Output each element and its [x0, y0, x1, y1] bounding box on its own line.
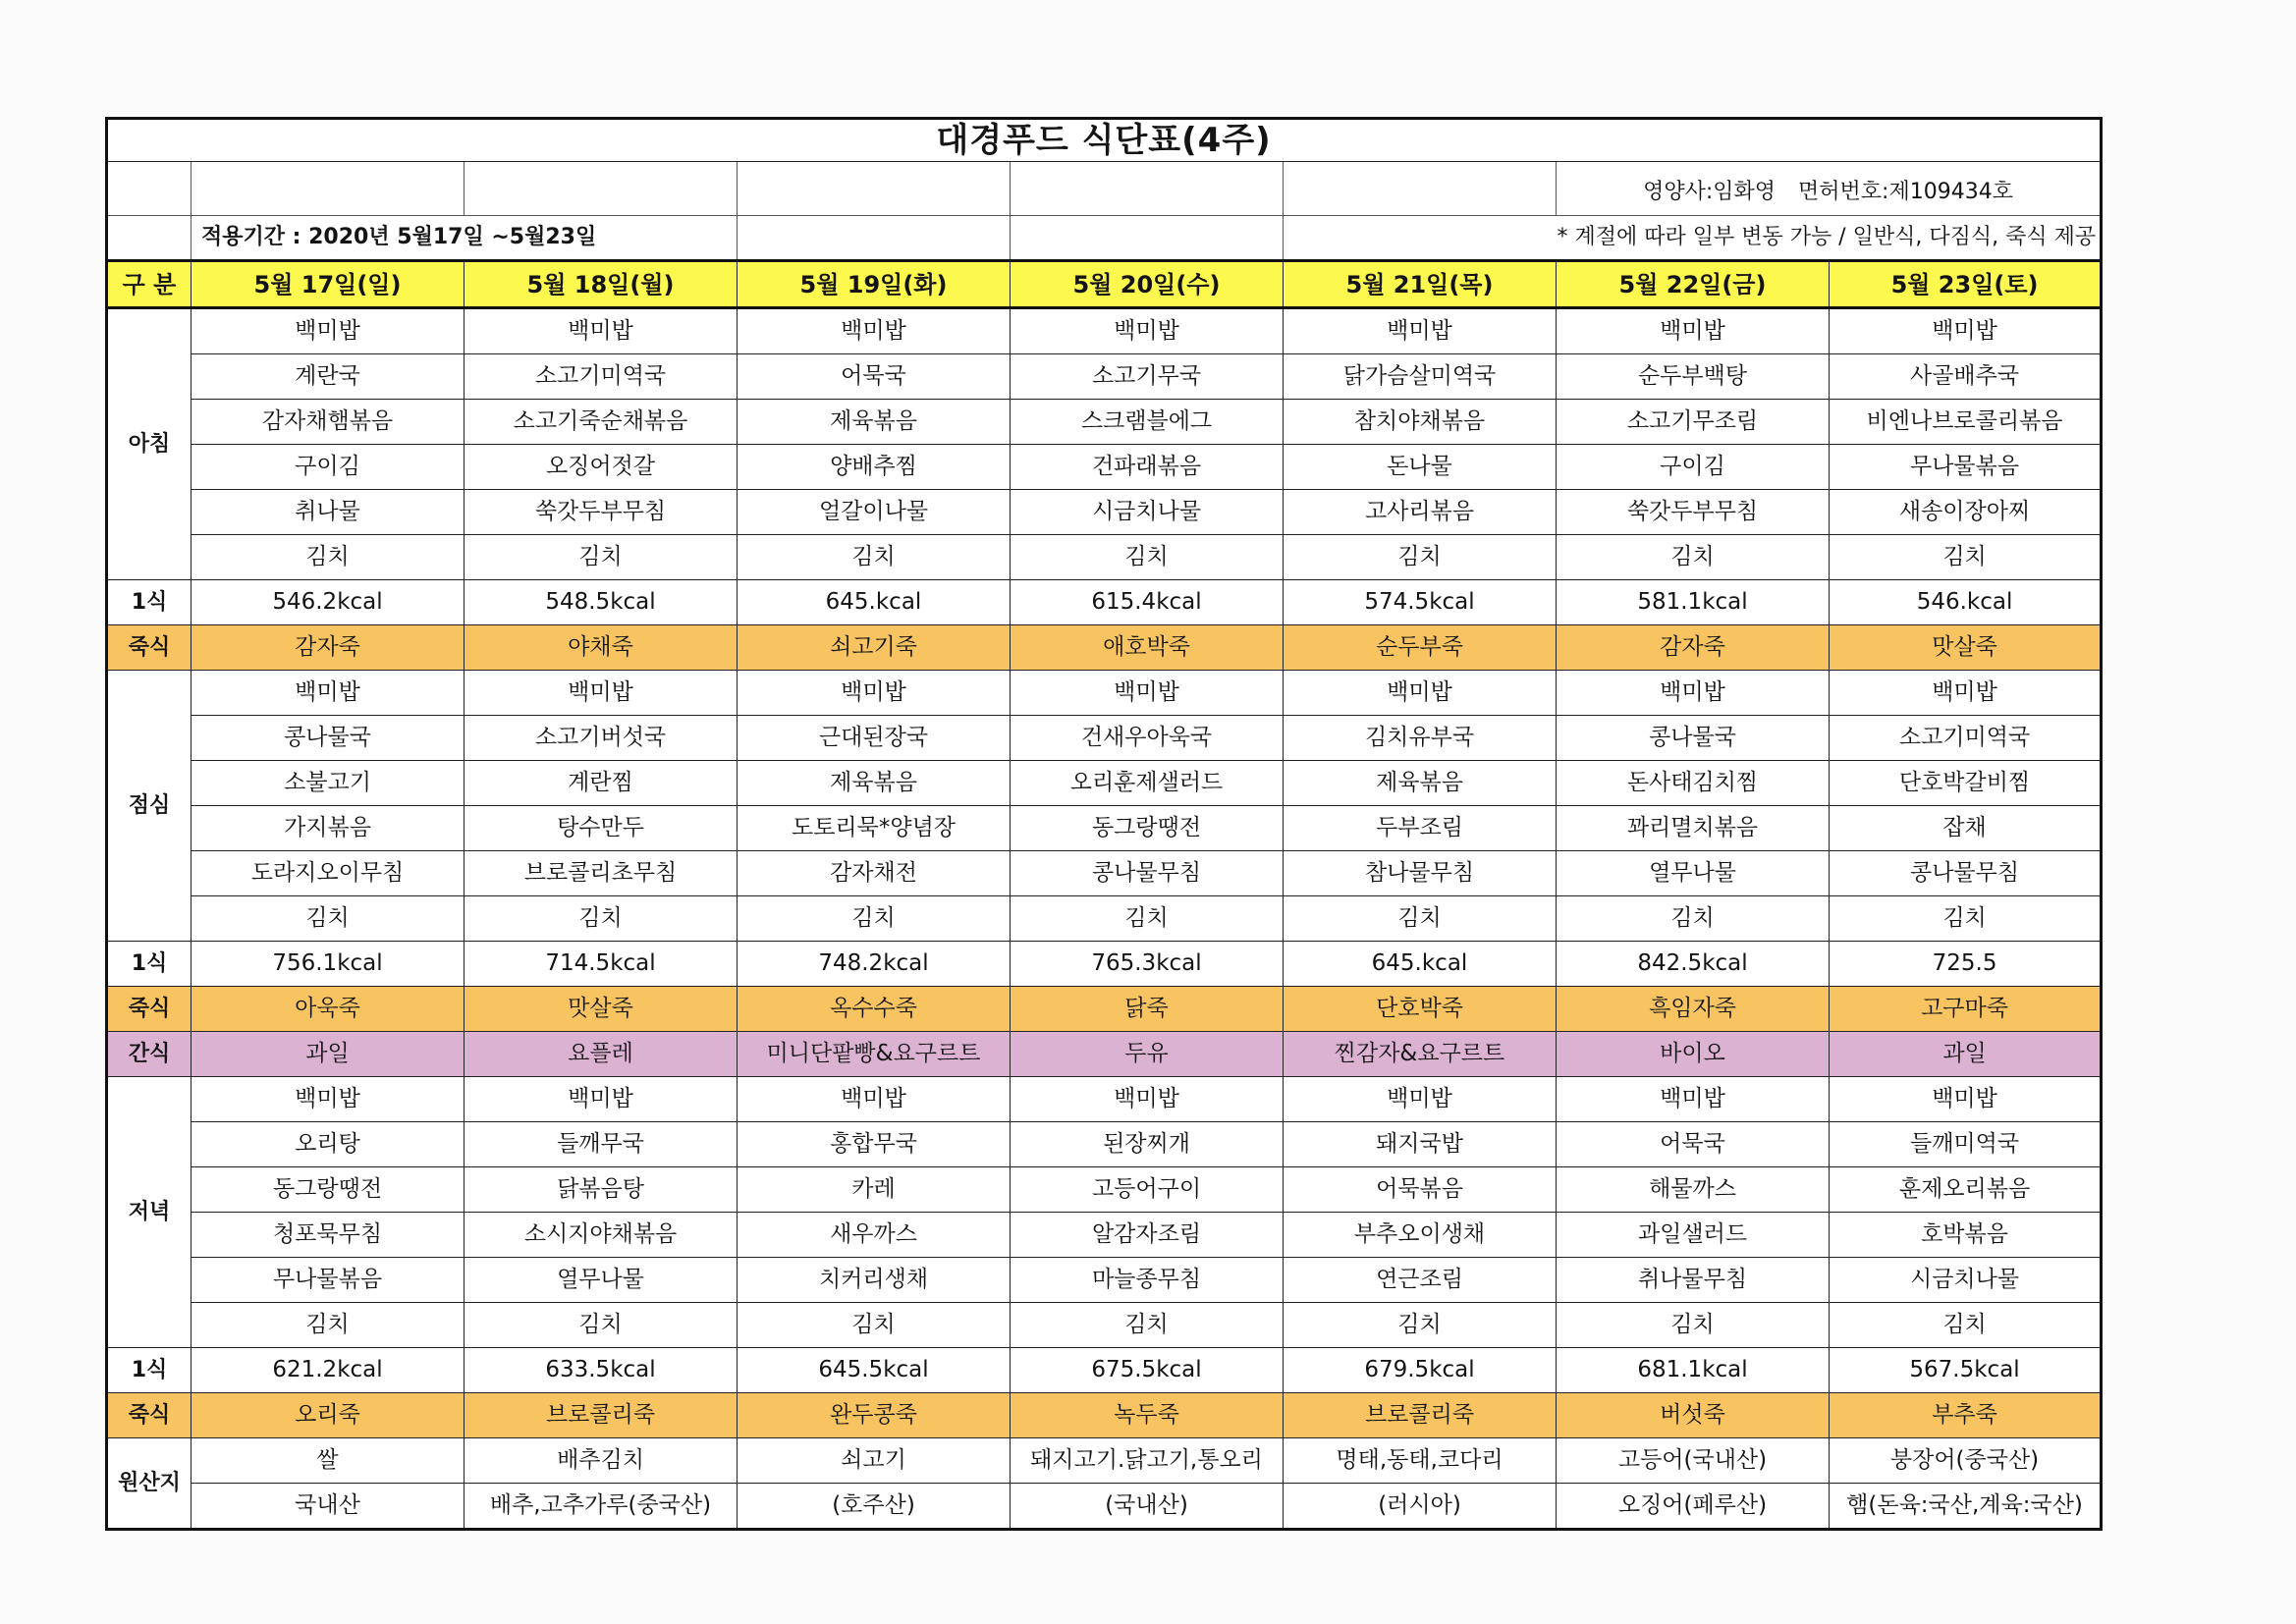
menu-cell: 쑥갓두부무침: [1557, 490, 1830, 535]
menu-cell: 닭죽: [1011, 987, 1284, 1032]
menu-cell: 고등어(국내산): [1557, 1438, 1830, 1484]
menu-row: [107, 1484, 2102, 1530]
section-label: 1식: [107, 942, 191, 987]
dietitian-info: 영양사:임화영 면허번호:제109434호: [1557, 162, 2102, 216]
menu-cell: 부추죽: [1830, 1393, 2102, 1438]
menu-cell: 들깨무국: [465, 1122, 738, 1167]
blank-cell: [1011, 162, 1284, 216]
menu-cell: 스크램블에그: [1011, 400, 1284, 445]
menu-cell: 참나물무침: [1284, 851, 1557, 896]
menu-row: [107, 535, 2102, 580]
day-header: 5월 19일(화): [738, 261, 1011, 308]
menu-cell: 브로콜리죽: [465, 1393, 738, 1438]
menu-cell: 김치: [1284, 1303, 1557, 1348]
menu-row: [107, 1122, 2102, 1167]
menu-cell: (국내산): [1011, 1484, 1284, 1530]
menu-cell: 고등어구이: [1011, 1167, 1284, 1213]
info-row-dietitian: [107, 162, 2102, 216]
menu-cell: 찐감자&요구르트: [1284, 1032, 1557, 1077]
menu-cell: 얼갈이나물: [738, 490, 1011, 535]
menu-row: [107, 716, 2102, 761]
menu-cell: 621.2kcal: [191, 1348, 465, 1393]
menu-cell: 감자죽: [191, 625, 465, 671]
menu-cell: 무나물볶음: [191, 1258, 465, 1303]
menu-cell: 탕수만두: [465, 806, 738, 851]
menu-cell: 백미밥: [1557, 1077, 1830, 1122]
menu-cell: 미니단팥빵&요구르트: [738, 1032, 1011, 1077]
menu-body: [107, 308, 2102, 1530]
menu-cell: 콩나물무침: [1011, 851, 1284, 896]
header-label: 구 분: [107, 261, 191, 308]
section-label: 1식: [107, 1348, 191, 1393]
menu-cell: 구이김: [191, 445, 465, 490]
menu-row: [107, 851, 2102, 896]
menu-row: [107, 1303, 2102, 1348]
menu-cell: 흑임자죽: [1557, 987, 1830, 1032]
menu-cell: 김치: [191, 896, 465, 942]
menu-cell: 제육볶음: [738, 400, 1011, 445]
menu-cell: 브로콜리죽: [1284, 1393, 1557, 1438]
menu-cell: (호주산): [738, 1484, 1011, 1530]
menu-cell: 김치: [465, 896, 738, 942]
menu-cell: 배추,고추가루(중국산): [465, 1484, 738, 1530]
menu-cell: 배추김치: [465, 1438, 738, 1484]
menu-cell: 546.2kcal: [191, 580, 465, 625]
menu-cell: 동그랑땡전: [1011, 806, 1284, 851]
menu-cell: 취나물: [191, 490, 465, 535]
menu-cell: 콩나물무침: [1830, 851, 2102, 896]
menu-cell: 김치: [1011, 535, 1284, 580]
menu-row: [107, 490, 2102, 535]
menu-cell: 소고기미역국: [1830, 716, 2102, 761]
menu-cell: 청포묵무침: [191, 1213, 465, 1258]
menu-cell: 백미밥: [1011, 308, 1284, 354]
menu-cell: 버섯죽: [1557, 1393, 1830, 1438]
menu-cell: 맛살죽: [1830, 625, 2102, 671]
menu-cell: 제육볶음: [738, 761, 1011, 806]
header-row: [107, 261, 2102, 308]
menu-cell: 김치: [1011, 1303, 1284, 1348]
menu-cell: 새우까스: [738, 1213, 1011, 1258]
menu-cell: 국내산: [191, 1484, 465, 1530]
menu-cell: 백미밥: [1830, 308, 2102, 354]
menu-cell: 백미밥: [191, 1077, 465, 1122]
menu-cell: 브로콜리초무침: [465, 851, 738, 896]
menu-cell: 615.4kcal: [1011, 580, 1284, 625]
day-header: 5월 21일(목): [1284, 261, 1557, 308]
menu-row: [107, 806, 2102, 851]
menu-cell: 돼지국밥: [1284, 1122, 1557, 1167]
menu-cell: 꽈리멸치볶음: [1557, 806, 1830, 851]
menu-cell: 감자채전: [738, 851, 1011, 896]
menu-cell: 카레: [738, 1167, 1011, 1213]
menu-cell: 건파래볶음: [1011, 445, 1284, 490]
menu-cell: 고구마죽: [1830, 987, 2102, 1032]
menu-row: [107, 400, 2102, 445]
menu-cell: 581.1kcal: [1557, 580, 1830, 625]
menu-row: [107, 896, 2102, 942]
menu-cell: 백미밥: [1284, 671, 1557, 716]
menu-cell: 쇠고기죽: [738, 625, 1011, 671]
blank-cell: [107, 216, 191, 261]
menu-cell: 소고기미역국: [465, 354, 738, 400]
menu-row: [107, 308, 2102, 354]
menu-cell: 도라지오이무침: [191, 851, 465, 896]
menu-cell: 아욱죽: [191, 987, 465, 1032]
day-header: 5월 23일(토): [1830, 261, 2102, 308]
menu-cell: 열무나물: [465, 1258, 738, 1303]
menu-row: [107, 942, 2102, 987]
menu-row: [107, 625, 2102, 671]
menu-cell: 574.5kcal: [1284, 580, 1557, 625]
section-label: 죽식: [107, 1393, 191, 1438]
menu-cell: 548.5kcal: [465, 580, 738, 625]
menu-cell: 679.5kcal: [1284, 1348, 1557, 1393]
menu-cell: 김치: [1284, 896, 1557, 942]
menu-cell: 백미밥: [465, 308, 738, 354]
blank-cell: [191, 162, 465, 216]
menu-cell: 어묵볶음: [1284, 1167, 1557, 1213]
menu-cell: 725.5: [1830, 942, 2102, 987]
menu-cell: 바이오: [1557, 1032, 1830, 1077]
blank-cell: [1284, 162, 1557, 216]
section-label: 1식: [107, 580, 191, 625]
menu-cell: 645.kcal: [1284, 942, 1557, 987]
menu-cell: 백미밥: [465, 1077, 738, 1122]
menu-cell: 쇠고기: [738, 1438, 1011, 1484]
menu-cell: 백미밥: [738, 1077, 1011, 1122]
menu-cell: 붕장어(중국산): [1830, 1438, 2102, 1484]
period-info: 적용기간 : 2020년 5월17일 ~5월23일: [191, 216, 738, 261]
menu-cell: 콩나물국: [191, 716, 465, 761]
menu-cell: 오징어(페루산): [1557, 1484, 1830, 1530]
menu-cell: 알감자조림: [1011, 1213, 1284, 1258]
menu-cell: 백미밥: [1284, 308, 1557, 354]
menu-cell: 돈사태김치찜: [1557, 761, 1830, 806]
menu-cell: 김치: [191, 1303, 465, 1348]
menu-cell: 김치: [1830, 1303, 2102, 1348]
menu-cell: 김치: [1557, 1303, 1830, 1348]
menu-cell: 백미밥: [1830, 1077, 2102, 1122]
menu-cell: 과일샐러드: [1557, 1213, 1830, 1258]
menu-cell: 과일: [191, 1032, 465, 1077]
menu-cell: 순두부죽: [1284, 625, 1557, 671]
menu-cell: 756.1kcal: [191, 942, 465, 987]
menu-row: [107, 580, 2102, 625]
menu-cell: 소고기버섯국: [465, 716, 738, 761]
menu-cell: 567.5kcal: [1830, 1348, 2102, 1393]
menu-cell: 546.kcal: [1830, 580, 2102, 625]
menu-cell: 돼지고기.닭고기,통오리: [1011, 1438, 1284, 1484]
menu-cell: 백미밥: [1830, 671, 2102, 716]
menu-row: [107, 1438, 2102, 1484]
blank-cell: [465, 162, 738, 216]
menu-cell: 714.5kcal: [465, 942, 738, 987]
menu-cell: 동그랑땡전: [191, 1167, 465, 1213]
menu-cell: 치커리생채: [738, 1258, 1011, 1303]
menu-cell: 감자죽: [1557, 625, 1830, 671]
menu-cell: 842.5kcal: [1557, 942, 1830, 987]
menu-cell: 김치: [191, 535, 465, 580]
menu-cell: 맛살죽: [465, 987, 738, 1032]
menu-cell: 김치: [1830, 896, 2102, 942]
menu-cell: 어묵국: [738, 354, 1011, 400]
menu-cell: 백미밥: [191, 308, 465, 354]
menu-cell: 김치: [1011, 896, 1284, 942]
menu-cell: 675.5kcal: [1011, 1348, 1284, 1393]
menu-cell: 단호박갈비찜: [1830, 761, 2102, 806]
menu-cell: 고사리볶음: [1284, 490, 1557, 535]
menu-cell: 사골배추국: [1830, 354, 2102, 400]
menu-cell: 계란국: [191, 354, 465, 400]
menu-cell: 비엔나브로콜리볶음: [1830, 400, 2102, 445]
day-header: 5월 20일(수): [1011, 261, 1284, 308]
day-header: 5월 22일(금): [1557, 261, 1830, 308]
menu-cell: 가지볶음: [191, 806, 465, 851]
menu-cell: 훈제오리볶음: [1830, 1167, 2102, 1213]
menu-cell: 부추오이생채: [1284, 1213, 1557, 1258]
menu-cell: 쑥갓두부무침: [465, 490, 738, 535]
menu-cell: 옥수수죽: [738, 987, 1011, 1032]
blank-cell: [1011, 216, 1284, 261]
menu-cell: 닭볶음탕: [465, 1167, 738, 1213]
menu-cell: 소고기죽순채볶음: [465, 400, 738, 445]
menu-cell: 두부조림: [1284, 806, 1557, 851]
menu-cell: 두유: [1011, 1032, 1284, 1077]
menu-cell: 돈나물: [1284, 445, 1557, 490]
menu-cell: 백미밥: [465, 671, 738, 716]
menu-cell: 된장찌개: [1011, 1122, 1284, 1167]
menu-cell: 구이김: [1557, 445, 1830, 490]
menu-cell: 잡채: [1830, 806, 2102, 851]
menu-cell: 765.3kcal: [1011, 942, 1284, 987]
menu-cell: 새송이장아찌: [1830, 490, 2102, 535]
section-label: 원산지: [107, 1438, 191, 1530]
menu-cell: 김치: [738, 896, 1011, 942]
menu-cell: 시금치나물: [1011, 490, 1284, 535]
menu-cell: 김치: [465, 535, 738, 580]
menu-cell: 김치: [1284, 535, 1557, 580]
menu-row: [107, 987, 2102, 1032]
menu-row: [107, 1348, 2102, 1393]
menu-cell: 백미밥: [191, 671, 465, 716]
menu-cell: 야채죽: [465, 625, 738, 671]
menu-cell: 백미밥: [738, 671, 1011, 716]
menu-cell: 시금치나물: [1830, 1258, 2102, 1303]
menu-cell: 김치: [1830, 535, 2102, 580]
menu-cell: 닭가슴살미역국: [1284, 354, 1557, 400]
menu-cell: 무나물볶음: [1830, 445, 2102, 490]
menu-cell: 645.kcal: [738, 580, 1011, 625]
section-label: 저녁: [107, 1077, 191, 1348]
menu-cell: 양배추찜: [738, 445, 1011, 490]
menu-row: [107, 1393, 2102, 1438]
menu-cell: 녹두죽: [1011, 1393, 1284, 1438]
menu-cell: 해물까스: [1557, 1167, 1830, 1213]
menu-cell: 햄(돈육:국산,계육:국산): [1830, 1484, 2102, 1530]
menu-row: [107, 1032, 2102, 1077]
menu-cell: 백미밥: [1011, 1077, 1284, 1122]
menu-cell: 명태,동태,코다리: [1284, 1438, 1557, 1484]
menu-cell: 홍합무국: [738, 1122, 1011, 1167]
menu-cell: 마늘종무침: [1011, 1258, 1284, 1303]
menu-cell: 748.2kcal: [738, 942, 1011, 987]
section-label: 죽식: [107, 987, 191, 1032]
menu-cell: 633.5kcal: [465, 1348, 738, 1393]
menu-cell: 취나물무침: [1557, 1258, 1830, 1303]
menu-cell: 완두콩죽: [738, 1393, 1011, 1438]
menu-cell: 백미밥: [738, 308, 1011, 354]
menu-cell: 소불고기: [191, 761, 465, 806]
menu-cell: 김치유부국: [1284, 716, 1557, 761]
menu-cell: 오징어젓갈: [465, 445, 738, 490]
menu-cell: 단호박죽: [1284, 987, 1557, 1032]
menu-row: [107, 1213, 2102, 1258]
title-row: [107, 119, 2102, 162]
menu-cell: 김치: [1557, 535, 1830, 580]
menu-row: [107, 354, 2102, 400]
menu-cell: 감자채햄볶음: [191, 400, 465, 445]
menu-cell: 순두부백탕: [1557, 354, 1830, 400]
section-label: 간식: [107, 1032, 191, 1077]
menu-cell: 오리죽: [191, 1393, 465, 1438]
info-row-period: [107, 216, 2102, 261]
menu-cell: 681.1kcal: [1557, 1348, 1830, 1393]
menu-table: [105, 117, 2103, 1531]
day-header: 5월 17일(일): [191, 261, 465, 308]
menu-cell: 김치: [738, 535, 1011, 580]
menu-row: [107, 1077, 2102, 1122]
menu-cell: 들깨미역국: [1830, 1122, 2102, 1167]
menu-cell: 건새우아욱국: [1011, 716, 1284, 761]
menu-cell: (러시아): [1284, 1484, 1557, 1530]
menu-cell: 소고기무국: [1011, 354, 1284, 400]
menu-cell: 소시지야채볶음: [465, 1213, 738, 1258]
menu-cell: 과일: [1830, 1032, 2102, 1077]
menu-cell: 김치: [465, 1303, 738, 1348]
menu-cell: 요플레: [465, 1032, 738, 1077]
menu-row: [107, 445, 2102, 490]
menu-cell: 열무나물: [1557, 851, 1830, 896]
menu-cell: 근대된장국: [738, 716, 1011, 761]
menu-cell: 참치야채볶음: [1284, 400, 1557, 445]
blank-cell: [107, 162, 191, 216]
menu-cell: 백미밥: [1557, 308, 1830, 354]
menu-cell: 백미밥: [1557, 671, 1830, 716]
menu-row: [107, 671, 2102, 716]
menu-cell: 도토리묵*양념장: [738, 806, 1011, 851]
menu-cell: 애호박죽: [1011, 625, 1284, 671]
menu-cell: 콩나물국: [1557, 716, 1830, 761]
menu-cell: 소고기무조림: [1557, 400, 1830, 445]
section-label: 점심: [107, 671, 191, 942]
menu-cell: 어묵국: [1557, 1122, 1830, 1167]
service-note: * 계절에 따라 일부 변동 가능 / 일반식, 다짐식, 죽식 제공: [1284, 216, 2102, 261]
menu-cell: 백미밥: [1284, 1077, 1557, 1122]
menu-cell: 645.5kcal: [738, 1348, 1011, 1393]
menu-row: [107, 1167, 2102, 1213]
document-title: 대경푸드 식단표(4주): [107, 119, 2102, 162]
menu-cell: 백미밥: [1011, 671, 1284, 716]
menu-row: [107, 761, 2102, 806]
section-label: 아침: [107, 308, 191, 580]
menu-cell: 김치: [1557, 896, 1830, 942]
menu-cell: 호박볶음: [1830, 1213, 2102, 1258]
blank-cell: [738, 216, 1011, 261]
menu-cell: 연근조림: [1284, 1258, 1557, 1303]
menu-row: [107, 1258, 2102, 1303]
menu-cell: 쌀: [191, 1438, 465, 1484]
blank-cell: [738, 162, 1011, 216]
menu-cell: 김치: [738, 1303, 1011, 1348]
day-header: 5월 18일(월): [465, 261, 738, 308]
section-label: 죽식: [107, 625, 191, 671]
menu-cell: 제육볶음: [1284, 761, 1557, 806]
menu-cell: 오리탕: [191, 1122, 465, 1167]
menu-cell: 계란찜: [465, 761, 738, 806]
menu-cell: 오리훈제샐러드: [1011, 761, 1284, 806]
